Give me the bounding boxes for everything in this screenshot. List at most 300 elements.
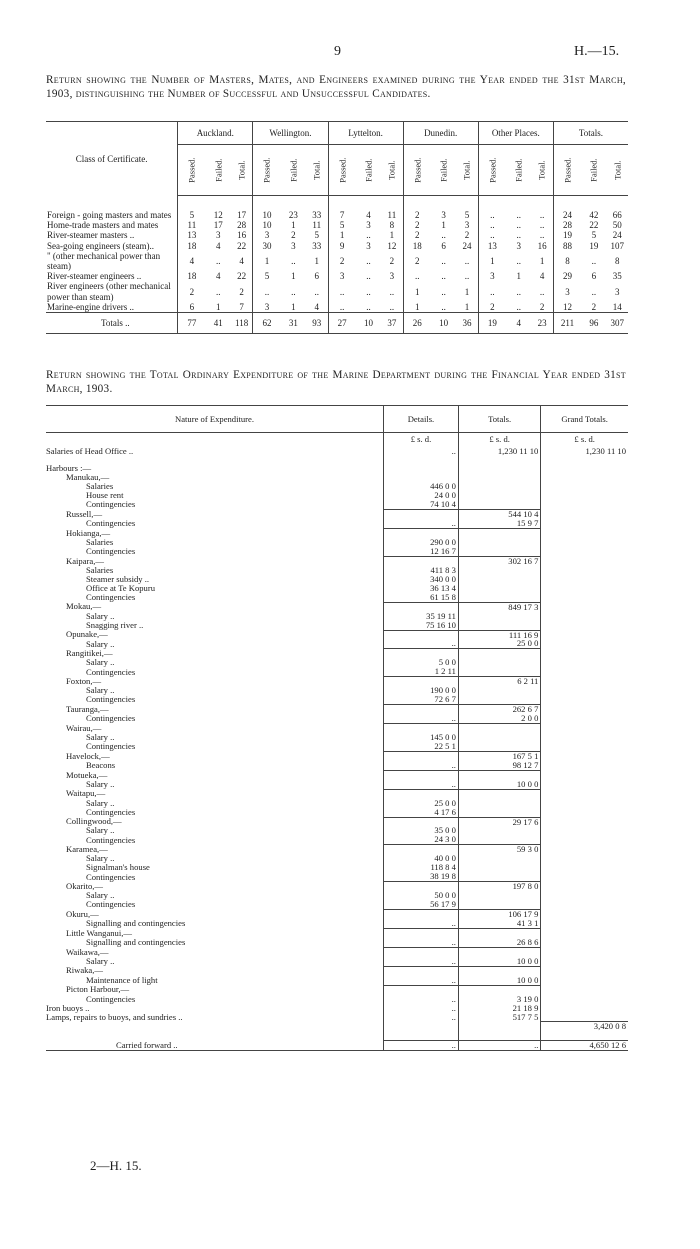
totals-cell: 37 [381, 313, 403, 334]
amount-cell: 340 0 0 [384, 575, 459, 584]
table-cell: 1 [215, 301, 221, 312]
sub-header [281, 145, 306, 196]
table-cell: 7 [328, 196, 356, 221]
amount-cell [541, 761, 628, 770]
expenditure-label: Lamps, repairs to buoys, and sundries .. [46, 1011, 183, 1022]
amount-cell: .. [384, 714, 459, 723]
expenditure-label: Tauranga,— [66, 703, 109, 714]
expenditure-row [46, 808, 628, 817]
nature-header: Nature of Expenditure. [46, 406, 384, 433]
expenditure-label: Contingencies [86, 806, 136, 817]
expenditure-label: Contingencies [86, 694, 136, 705]
table-cell: .. [441, 255, 446, 266]
table1-title: Return showing the Number of Masters, Mates, and Engineers examined during the Year ended the 31st March, 1903, distinguishing the Number of Successful and Unsuccessful Candidates. [46, 74, 626, 100]
amount-cell: 22 5 1 [384, 742, 459, 751]
amount-cell [541, 742, 628, 751]
table-cell: 1 [389, 230, 395, 241]
table-cell: 14 [612, 301, 622, 312]
table-row [46, 281, 628, 301]
table-cell: 28 [237, 220, 247, 231]
amount-cell [541, 724, 628, 733]
amount-cell [541, 900, 628, 909]
expenditure-label: Contingencies [86, 899, 136, 910]
amount-cell [541, 845, 628, 854]
amount-cell [458, 566, 540, 575]
table-cell: .. [291, 286, 296, 297]
amount-cell [384, 910, 459, 919]
sub-header-label: Failed. [363, 158, 374, 182]
amount-cell: 10 0 0 [458, 957, 540, 966]
totals-cell: 31 [281, 313, 306, 334]
amount-cell: 1 2 11 [384, 667, 459, 676]
sub-header [581, 145, 606, 196]
table-cell: 13 [178, 230, 206, 240]
table-cell: .. [366, 230, 371, 241]
table-row [46, 302, 628, 313]
amount-cell [541, 519, 628, 528]
amount-cell: .. [384, 780, 459, 789]
amount-cell: 15 9 7 [458, 519, 540, 528]
amount-cell [384, 705, 459, 714]
table-cell: 12 [553, 302, 581, 313]
amount-cell: .. [384, 1004, 459, 1013]
table-cell: 3 [464, 220, 470, 231]
table-cell: 1 [291, 220, 296, 231]
expenditure-label: Office at Te Kopuru [86, 582, 156, 593]
expenditure-row [46, 947, 628, 956]
amount-cell: 75 16 10 [384, 621, 459, 630]
expenditure-label: House rent [86, 490, 124, 501]
amount-cell: 2 0 0 [458, 714, 540, 723]
table-cell: .. [366, 271, 371, 282]
expenditure-label: Salary .. [86, 657, 115, 668]
amount-cell [458, 733, 540, 742]
expenditure-label: Rangitikei,— [66, 648, 113, 659]
expenditure-label [46, 1031, 384, 1040]
amount-cell: 290 0 0 [384, 538, 459, 547]
amount-cell: .. [458, 1041, 540, 1051]
amount-cell [384, 464, 459, 473]
amount-cell [541, 473, 628, 482]
expenditure-label: Contingencies [86, 834, 136, 845]
amount-cell: 26 8 6 [458, 938, 540, 947]
amount-cell [458, 575, 540, 584]
table-cell: 6 [178, 302, 206, 313]
sub-header-label: Total. [537, 160, 548, 180]
amount-cell: 10 0 0 [458, 976, 540, 985]
amount-cell: 118 8 4 [384, 863, 459, 872]
amount-cell [458, 482, 540, 491]
amount-cell [458, 491, 540, 500]
amount-cell: 59 3 0 [458, 845, 540, 854]
table-cell: .. [478, 196, 506, 221]
table-cell: .. [516, 255, 521, 266]
table-cell: 11 [387, 210, 397, 220]
certificate-class: " (other mechanical power than steam) [47, 250, 161, 272]
expenditure-label: Riwaka,— [66, 965, 103, 976]
table-cell: 1 [314, 255, 319, 266]
amount-cell: 446 0 0 [384, 482, 459, 491]
table-cell: 1 [403, 302, 431, 313]
expenditure-label: Russell,— [66, 508, 103, 519]
amount-cell: 29 17 6 [458, 817, 540, 826]
table-cell: 2 [178, 281, 206, 301]
table-cell: 1 [478, 251, 506, 271]
amount-cell [541, 928, 628, 937]
amount-cell [384, 1022, 459, 1031]
table-cell: .. [539, 230, 545, 241]
amount-cell: 56 17 9 [384, 900, 459, 909]
amount-cell [458, 649, 540, 658]
totals-cell: 41 [206, 313, 231, 334]
sub-header-label: Passed. [186, 157, 197, 183]
expenditure-row [46, 602, 628, 611]
expenditure-row [46, 919, 628, 928]
table-cell: 18 [178, 241, 206, 251]
expenditure-label: Salary .. [86, 610, 115, 621]
table-cell: 3 [478, 271, 506, 281]
expenditure-label: Signalman's house [86, 862, 150, 873]
expenditure-row [46, 751, 628, 760]
table-cell: 12 [387, 240, 397, 251]
amount-cell [384, 630, 459, 639]
sub-header [531, 145, 553, 196]
amount-cell [541, 835, 628, 844]
table-cell: .. [291, 255, 296, 266]
table-cell: 42 [589, 210, 599, 220]
amount-cell: 4,650 12 6 [541, 1041, 628, 1051]
amount-cell [458, 1022, 540, 1031]
table-cell: .. [366, 301, 371, 312]
totals-cell: 36 [456, 313, 478, 334]
table-cell: .. [539, 220, 545, 231]
amount-cell [541, 966, 628, 975]
expenditure-label: Kaipara,— [66, 555, 104, 566]
table-cell: 28 [553, 220, 581, 230]
table-cell: .. [441, 271, 446, 282]
table-row [46, 196, 628, 221]
table-cell: .. [516, 210, 521, 220]
table-cell: 6 [314, 271, 319, 282]
amount-cell: 517 7 5 [458, 1012, 540, 1021]
expenditure-label: Waikawa,— [66, 946, 109, 957]
amount-cell [458, 863, 540, 872]
expenditure-label: Salary .. [86, 685, 115, 696]
expenditure-label: Iron buoys .. [46, 1002, 90, 1013]
amount-cell [541, 547, 628, 556]
table-cell: 24 [553, 196, 581, 221]
totals-cell: 77 [178, 313, 206, 334]
sub-header [328, 145, 356, 196]
expenditure-label: Collingwood,— [66, 816, 122, 827]
amount-cell: 262 6 7 [458, 705, 540, 714]
examinations-table [46, 121, 628, 334]
sub-header-label: Total. [311, 160, 322, 180]
amount-cell [541, 584, 628, 593]
expenditure-label: Salary .. [86, 825, 115, 836]
expenditure-label: Opunake,— [66, 629, 108, 640]
amount-cell: .. [384, 995, 459, 1004]
amount-cell [458, 612, 540, 621]
table-cell: 66 [612, 210, 622, 220]
table-cell: 24 [612, 230, 622, 241]
amount-cell [541, 556, 628, 565]
amount-cell: 544 10 4 [458, 510, 540, 519]
table-cell: .. [441, 301, 446, 312]
amount-cell: 35 19 11 [384, 612, 459, 621]
totals-cell: 10 [431, 313, 456, 334]
expenditure-row [46, 789, 628, 798]
table-cell: 1 [291, 301, 296, 312]
amount-cell: 98 12 7 [458, 761, 540, 770]
table-cell: 5 [464, 210, 470, 220]
amount-cell [541, 602, 628, 611]
amount-cell: 106 17 9 [458, 910, 540, 919]
expenditure-row [46, 1012, 628, 1021]
expenditure-row [46, 667, 628, 676]
amount-cell [458, 621, 540, 630]
table-cell: 22 [589, 220, 599, 231]
amount-cell [541, 789, 628, 798]
certificate-class: Marine-engine drivers .. [47, 301, 134, 312]
table-cell: 1 [328, 230, 356, 240]
table-cell: 1 [441, 220, 446, 231]
table-cell: 9 [328, 241, 356, 251]
expenditure-row [46, 976, 628, 985]
expenditure-row [46, 630, 628, 639]
table-cell: .. [366, 286, 371, 297]
expenditure-label: Salary .. [86, 853, 115, 864]
table-cell: 3 [253, 302, 281, 313]
table-cell: 107 [610, 240, 624, 251]
expenditure-label: Beacons [86, 760, 116, 771]
table-cell: .. [516, 286, 521, 297]
document-reference: H.—15. [574, 44, 620, 59]
sub-header [356, 145, 381, 196]
amount-cell [541, 751, 628, 760]
sub-header-label: Failed. [213, 158, 224, 182]
table-cell: 3 [615, 286, 620, 297]
amount-cell: .. [384, 447, 459, 456]
amount-cell: 41 3 1 [458, 919, 540, 928]
sub-header [381, 145, 403, 196]
amount-cell [541, 854, 628, 863]
amount-cell [384, 751, 459, 760]
amount-cell [541, 686, 628, 695]
table-cell: 10 [253, 220, 281, 230]
expenditure-row [46, 1022, 628, 1031]
table-cell: 19 [589, 240, 599, 251]
expenditure-row [46, 482, 628, 491]
sub-header-label: Failed. [513, 158, 524, 182]
table-cell: 4 [539, 271, 545, 282]
table-cell: .. [591, 286, 597, 297]
amount-cell [541, 872, 628, 881]
table-cell: 1 [464, 301, 470, 312]
expenditure-row [46, 995, 628, 1004]
table-cell: 30 [253, 241, 281, 251]
table-cell: 8 [615, 255, 620, 266]
amount-cell: 72 6 7 [384, 695, 459, 704]
amount-cell [541, 455, 628, 464]
amount-cell: 24 3 0 [384, 835, 459, 844]
table-cell: 5 [328, 220, 356, 230]
expenditure-row [46, 882, 628, 891]
amount-cell [541, 566, 628, 575]
amount-cell [541, 976, 628, 985]
sub-header-label: Passed. [487, 157, 498, 183]
expenditure-label: Salary .. [86, 731, 115, 742]
expenditure-label: Contingencies [86, 741, 136, 752]
expenditure-label: Contingencies [86, 499, 136, 510]
amount-cell [541, 695, 628, 704]
expenditure-label: Salaries [86, 481, 114, 492]
amount-cell: .. [384, 938, 459, 947]
expenditure-row [46, 900, 628, 909]
amount-cell [541, 957, 628, 966]
table-cell: 33 [312, 240, 322, 251]
table-cell: .. [464, 255, 470, 266]
expenditure-row [46, 473, 628, 482]
expenditure-label: Contingencies [86, 666, 136, 677]
table-cell: 2 [591, 301, 597, 312]
expenditure-label: Salary .. [86, 956, 115, 967]
amount-cell [541, 705, 628, 714]
table-cell: 23 [288, 210, 298, 220]
amount-cell [458, 464, 540, 473]
table-cell: 1 [539, 255, 545, 266]
table-cell: 3 [253, 230, 281, 240]
table-cell: 3 [553, 281, 581, 301]
totals-cell: 10 [356, 313, 381, 334]
table-cell: 3 [366, 220, 371, 231]
table-cell: .. [478, 230, 506, 240]
amount-cell [384, 770, 459, 779]
amount-cell [541, 482, 628, 491]
table-cell: 4 [178, 251, 206, 271]
sub-header [431, 145, 456, 196]
table-cell: 8 [553, 251, 581, 271]
expenditure-label: Salary .. [86, 797, 115, 808]
amount-cell [458, 742, 540, 751]
sub-header-label: Total. [386, 160, 397, 180]
sub-header-label: Failed. [288, 158, 299, 182]
page-signature: 2—H. 15. [90, 1158, 142, 1173]
expenditure-label: Havelock,— [66, 750, 110, 761]
expenditure-label: Mokau,— [66, 601, 102, 612]
table-cell: .. [478, 281, 506, 301]
table-cell: 2 [328, 251, 356, 271]
expenditure-row [46, 872, 628, 881]
table-cell: 1 [403, 281, 431, 301]
table-cell: 2 [389, 255, 395, 266]
table-row [46, 220, 628, 230]
expenditure-row [46, 500, 628, 509]
table-cell: .. [591, 255, 597, 266]
table-cell: .. [539, 286, 545, 297]
table-cell: 13 [478, 241, 506, 251]
table-cell: 2 [239, 286, 244, 297]
expenditure-row [46, 761, 628, 770]
table-row [46, 271, 628, 281]
table-cell: 2 [539, 301, 545, 312]
expenditure-row [46, 863, 628, 872]
amount-cell: 10 0 0 [458, 780, 540, 789]
sub-header-label: Passed. [412, 157, 423, 183]
amount-cell: 21 18 9 [458, 1004, 540, 1013]
table-cell: .. [389, 286, 395, 297]
table2-title: Return showing the Total Ordinary Expenditure of the Marine Department during the Financial Year ended 31st March, 1903. [46, 369, 626, 395]
amount-cell [541, 985, 628, 994]
table-cell: 3 [291, 240, 296, 251]
amount-cell [541, 500, 628, 509]
table-cell: 16 [237, 230, 247, 241]
amount-cell [458, 724, 540, 733]
amount-cell [541, 538, 628, 547]
expenditure-row [46, 464, 628, 473]
sub-header [253, 145, 281, 196]
sub-header [456, 145, 478, 196]
table-cell: 4 [215, 271, 221, 282]
expenditure-row [46, 695, 628, 704]
table-cell: .. [366, 255, 371, 266]
expenditure-label: Okarito,— [66, 880, 103, 891]
expenditure-row [46, 835, 628, 844]
sub-header [478, 145, 506, 196]
amount-cell: 3 19 0 [458, 995, 540, 1004]
table-cell: .. [441, 286, 446, 297]
expenditure-label: Salaries of Head Office .. [46, 445, 134, 456]
totals-cell: 118 [231, 313, 253, 334]
expenditure-label: Salaries [86, 537, 114, 547]
table-cell: .. [253, 281, 281, 301]
table-cell: 7 [239, 301, 244, 312]
amount-cell [384, 985, 459, 994]
table-cell: 5 [253, 271, 281, 281]
table-cell: 4 [366, 210, 371, 220]
amount-cell: 1,230 11 10 [458, 447, 540, 456]
expenditure-label: Carried forward .. [46, 1041, 384, 1051]
table-cell: 1 [253, 251, 281, 271]
place-header: Auckland. [178, 122, 253, 145]
table-cell: 4 [215, 240, 221, 251]
expenditure-row [46, 742, 628, 751]
totals-header: Totals. [458, 406, 540, 433]
certificate-class: River engineers (other mechanical power than steam) [47, 281, 171, 302]
expenditure-row [46, 957, 628, 966]
table-cell: 2 [403, 220, 431, 230]
amount-cell [541, 593, 628, 602]
amount-cell [541, 938, 628, 947]
table-cell: .. [516, 230, 521, 241]
page-number: 9 [334, 44, 341, 59]
sub-header-label: Passed. [337, 157, 348, 183]
amount-cell [541, 919, 628, 928]
amount-cell [458, 799, 540, 808]
amount-cell: 190 0 0 [384, 686, 459, 695]
amount-cell: 61 15 8 [384, 593, 459, 602]
table-cell: 12 [213, 210, 223, 220]
amount-cell: 849 17 3 [458, 602, 540, 611]
currency-units: £ s. d. [384, 433, 459, 447]
amount-cell [458, 891, 540, 900]
table-cell: 22 [237, 271, 247, 282]
sub-header-label: Passed. [562, 157, 573, 183]
expenditure-row [46, 780, 628, 789]
amount-cell [541, 780, 628, 789]
expenditure-label: Salary .. [86, 890, 115, 901]
sub-header [231, 145, 253, 196]
